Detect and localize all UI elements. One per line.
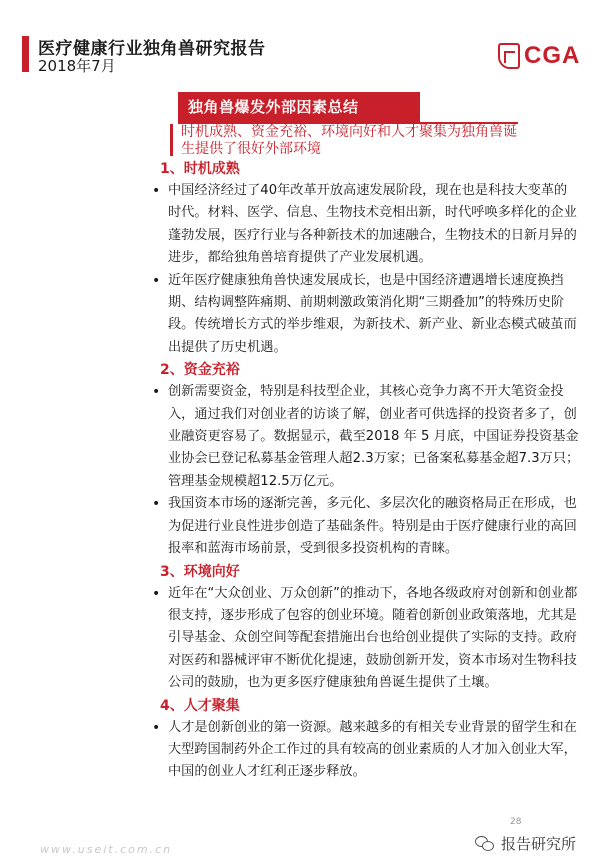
bullet-text: 近年在“大众创业、万众创新”的推动下，各地各级政府对创新和创业都很支持，逐步形成了包容的创业环境。随着创新创业政策落地，尤其是引导基金、众创空间等配套措施出台也给创业提供了实际的支持。政府对医药和器械评审不断优化提速，鼓励创新开发，资本市场对生物科技公司的鼓励，也为更多医疗健康独角兽诞生提供了土壤。 xyxy=(168,585,578,691)
watermark-url: www.useit.com.cn xyxy=(40,843,173,856)
bullet-dot-icon: • xyxy=(152,496,161,513)
factor-heading: 4、人才聚集 xyxy=(160,697,240,714)
bullet-text: 人才是创新创业的第一资源。越来越多的有相关专业背景的留学生和在大型跨国制药外企工作过的具有较高的创业素质的人才加入创业大军，中国的创业人才红利正逐步释放。 xyxy=(168,719,577,780)
section-title: 独角兽爆发外部因素总结 xyxy=(178,92,420,122)
report-date: 2018年7月 xyxy=(38,57,116,75)
report-title: 医疗健康行业独角兽研究报告 xyxy=(38,39,266,59)
bullet-dot-icon: • xyxy=(152,585,161,602)
wechat-account-name: 报告研究所 xyxy=(501,835,577,853)
factor-heading: 3、环境向好 xyxy=(160,563,240,580)
factor-list xyxy=(150,158,580,784)
factor-heading: 1、时机成熟 xyxy=(160,161,240,177)
cga-logo-icon xyxy=(498,43,520,69)
bullet-item xyxy=(150,270,580,360)
bullet-dot-icon: • xyxy=(152,183,161,199)
bullet-text: 创新需要资金，特别是科技型企业，其核心竞争力离不开大笔资金投入，通过我们对创业者的访谈了解，创业者可供选择的投资者多了，创业融资更容易了。数据显示，截至2018 年 5 月底，中国证券投资基金业协会已登记私募基金管理人超2.3万家；已备案私募基金超7.3万只；管理基金规模超12.5万亿元。 xyxy=(168,384,580,489)
bullet-item xyxy=(150,493,580,560)
bullet-dot-icon: • xyxy=(152,272,161,289)
bullet-item xyxy=(150,717,580,784)
bullet-dot-icon: • xyxy=(152,719,161,736)
bullet-item xyxy=(150,180,580,270)
bullet-item xyxy=(150,381,580,493)
bullet-text: 我国资本市场的逐渐完善，多元化、多层次化的融资格局正在形成，也为促进行业良性进步创造了基础条件。特别是由于医疗健康行业的高回报率和蓝海市场前景，受到很多投资机构的青睐。 xyxy=(168,496,577,557)
cga-logo-text: CGA xyxy=(524,42,581,69)
page-number: 28 xyxy=(510,817,522,827)
wechat-account-badge xyxy=(475,833,576,854)
bullet-text: 中国经济经过了40年改革开放高速发展阶段，现在也是科技大变革的时代。材料、医学、信息、生物技术竞相出新，时代呼唤多样化的企业蓬勃发展，医疗行业与各种新技术的加速融合，生物技术的日新月异的进步，都给独角兽培育提供了产业发展机遇。 xyxy=(168,183,577,266)
bullet-text: 近年医疗健康独角兽快速发展成长，也是中国经济遭遇增长速度换挡期、结构调整阵痛期、前期刺激政策消化期“三期叠加”的特殊历史阶段。传统增长方式的举步维艰，为新技术、新产业、新业态模式破茧而出提供了历史机遇。 xyxy=(168,272,577,355)
wechat-icon xyxy=(475,836,495,852)
section-summary: 时机成熟、资金充裕、环境向好和人才聚集为独角兽诞生提供了很好外部环境 xyxy=(181,124,517,157)
bullet-item xyxy=(150,583,580,695)
bullet-dot-icon: • xyxy=(152,384,161,401)
cga-logo xyxy=(498,42,580,70)
header-accent-bar xyxy=(22,36,29,72)
factor-heading: 2、资金充裕 xyxy=(160,362,240,379)
summary-accent-bar xyxy=(170,124,173,156)
